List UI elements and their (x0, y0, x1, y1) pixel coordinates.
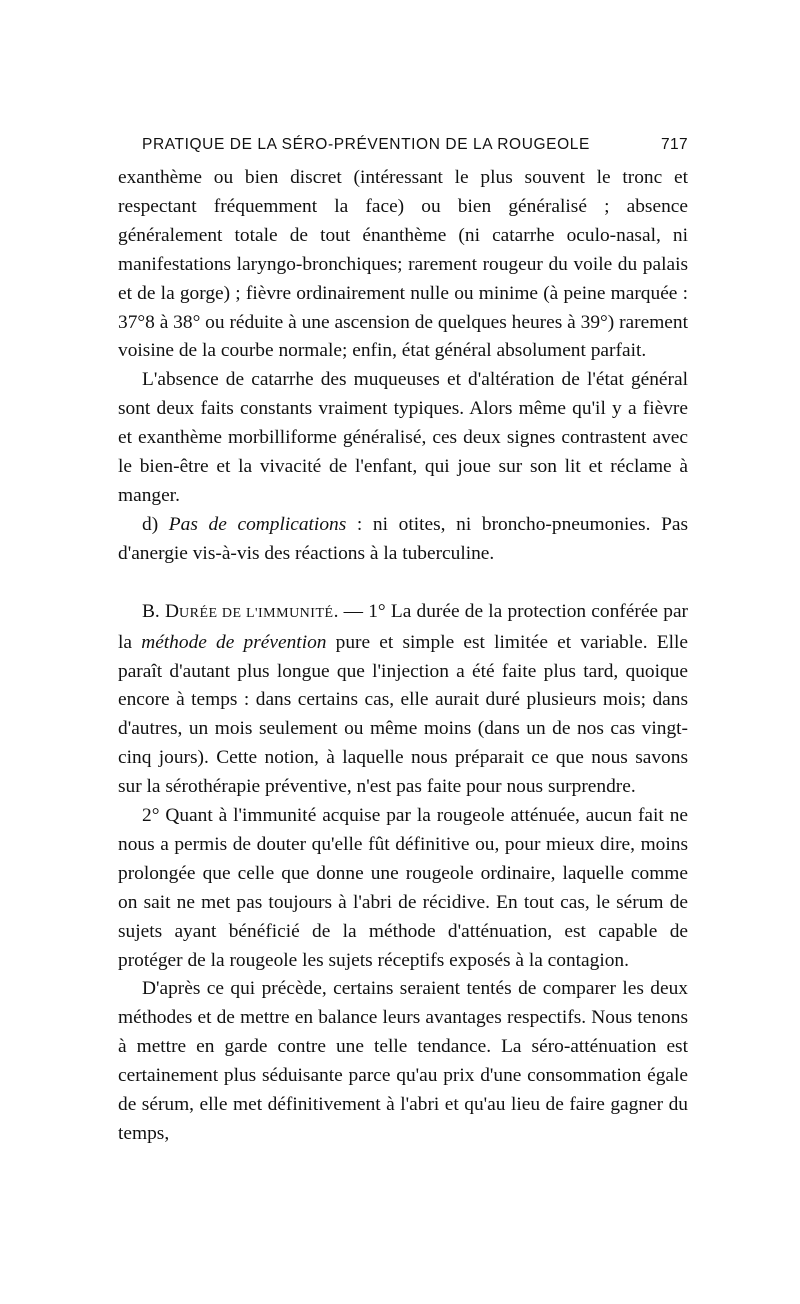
running-head-title: PRATIQUE DE LA SÉRO-PRÉVENTION DE LA ROUGEOLE (142, 136, 590, 153)
paragraph-immunite-acquise: 2° Quant à l'immunité acquise par la rougeole atténuée, aucun fait ne nous a permis de douter qu'elle fût définitive ou, pour mieux dire, moins prolongée que celle que donne une rougeole ordinaire, laquelle comme on sait ne met pas toujours à l'abri de récidive. En tout cas, le sérum de sujets ayant bénéficié de la méthode d'atténuation, est capable de protéger de la rougeole les sujets réceptifs exposés à la contagion. (118, 805, 688, 971)
body-text (118, 164, 688, 1149)
paragraph-continued: exanthème ou bien discret (intéressant le plus souvent le tronc et respectant fréquemment la face) ou bien généralisé ; absence généralement totale de tout énanthème (ni catarrhe oculo-nasal, ni manifestations laryngo-bronchiques; rarement rougeur du voile du palais et de la gorge) ; fièvre ordinairement nulle ou minime (à peine marquée : 37°8 à 38° ou réduite à une ascension de quelques heures à 39°) rarement voisine de la courbe normale; enfin, état général absolument parfait. (118, 167, 688, 362)
section-heading-word-1: URÉE (179, 605, 218, 621)
running-head (142, 136, 688, 154)
paragraph-absence-catarrhe: L'absence de catarrhe des muqueuses et d'altération de l'état général sont deux faits constants vraiment typiques. Alors même qu'il y a fièvre et exanthème morbilliforme généralisé, ces deux signes contrastent avec le bien-être et la vivacité de l'enfant, qui joue sur son lit et réclame à manger. (118, 369, 688, 506)
complications-text: : ni otites, ni broncho-pneumonies. Pas d'anergie vis-à-vis des réactions à la tuberculine. (118, 513, 688, 564)
page-number: 717 (660, 136, 688, 153)
book-page (118, 136, 688, 1149)
section-heading-dash: . — (333, 600, 369, 622)
section-heading-letter: B. D (142, 600, 179, 622)
italic-heading-complications: Pas de complications (168, 513, 347, 535)
section-heading-word-3: L'IMMUNITÉ (245, 605, 334, 621)
paragraph-complications (118, 511, 688, 569)
section-b-intro: 1° La durée de la protection conférée par la (118, 600, 689, 653)
paragraph-comparaison: D'après ce qui précède, certains seraient tentés de comparer les deux méthodes et de mettre en balance leurs avantages respectifs. Nous tenons à mettre en garde contre une telle tendance. La séro-atténuation est certainement plus séduisante parce qu'au prix d'une consommation égale de sérum, elle met définitivement à l'abri et qu'au lieu de faire gagner du temps, (118, 978, 688, 1144)
section-b-text: pure et simple est limitée et variable. Elle paraît d'autant plus longue que l'injection a été faite plus tard, quoique encore à temps : dans certains cas, elle aurait duré plusieurs mois; dans d'autres, un mois seulement ou même moins (dans un de nos cas vingt-cinq jours). Cette notion, à laquelle nous préparait ce que nous savons sur la sérothérapie préventive, n'est pas faite pour nous surprendre. (118, 631, 689, 798)
section-heading-word-2: DE (217, 605, 246, 621)
section-b-duree-immunite (118, 598, 688, 802)
section-heading (142, 601, 368, 622)
italic-methode-prevention: méthode de prévention (141, 631, 327, 653)
list-marker-d: d) (142, 513, 169, 535)
